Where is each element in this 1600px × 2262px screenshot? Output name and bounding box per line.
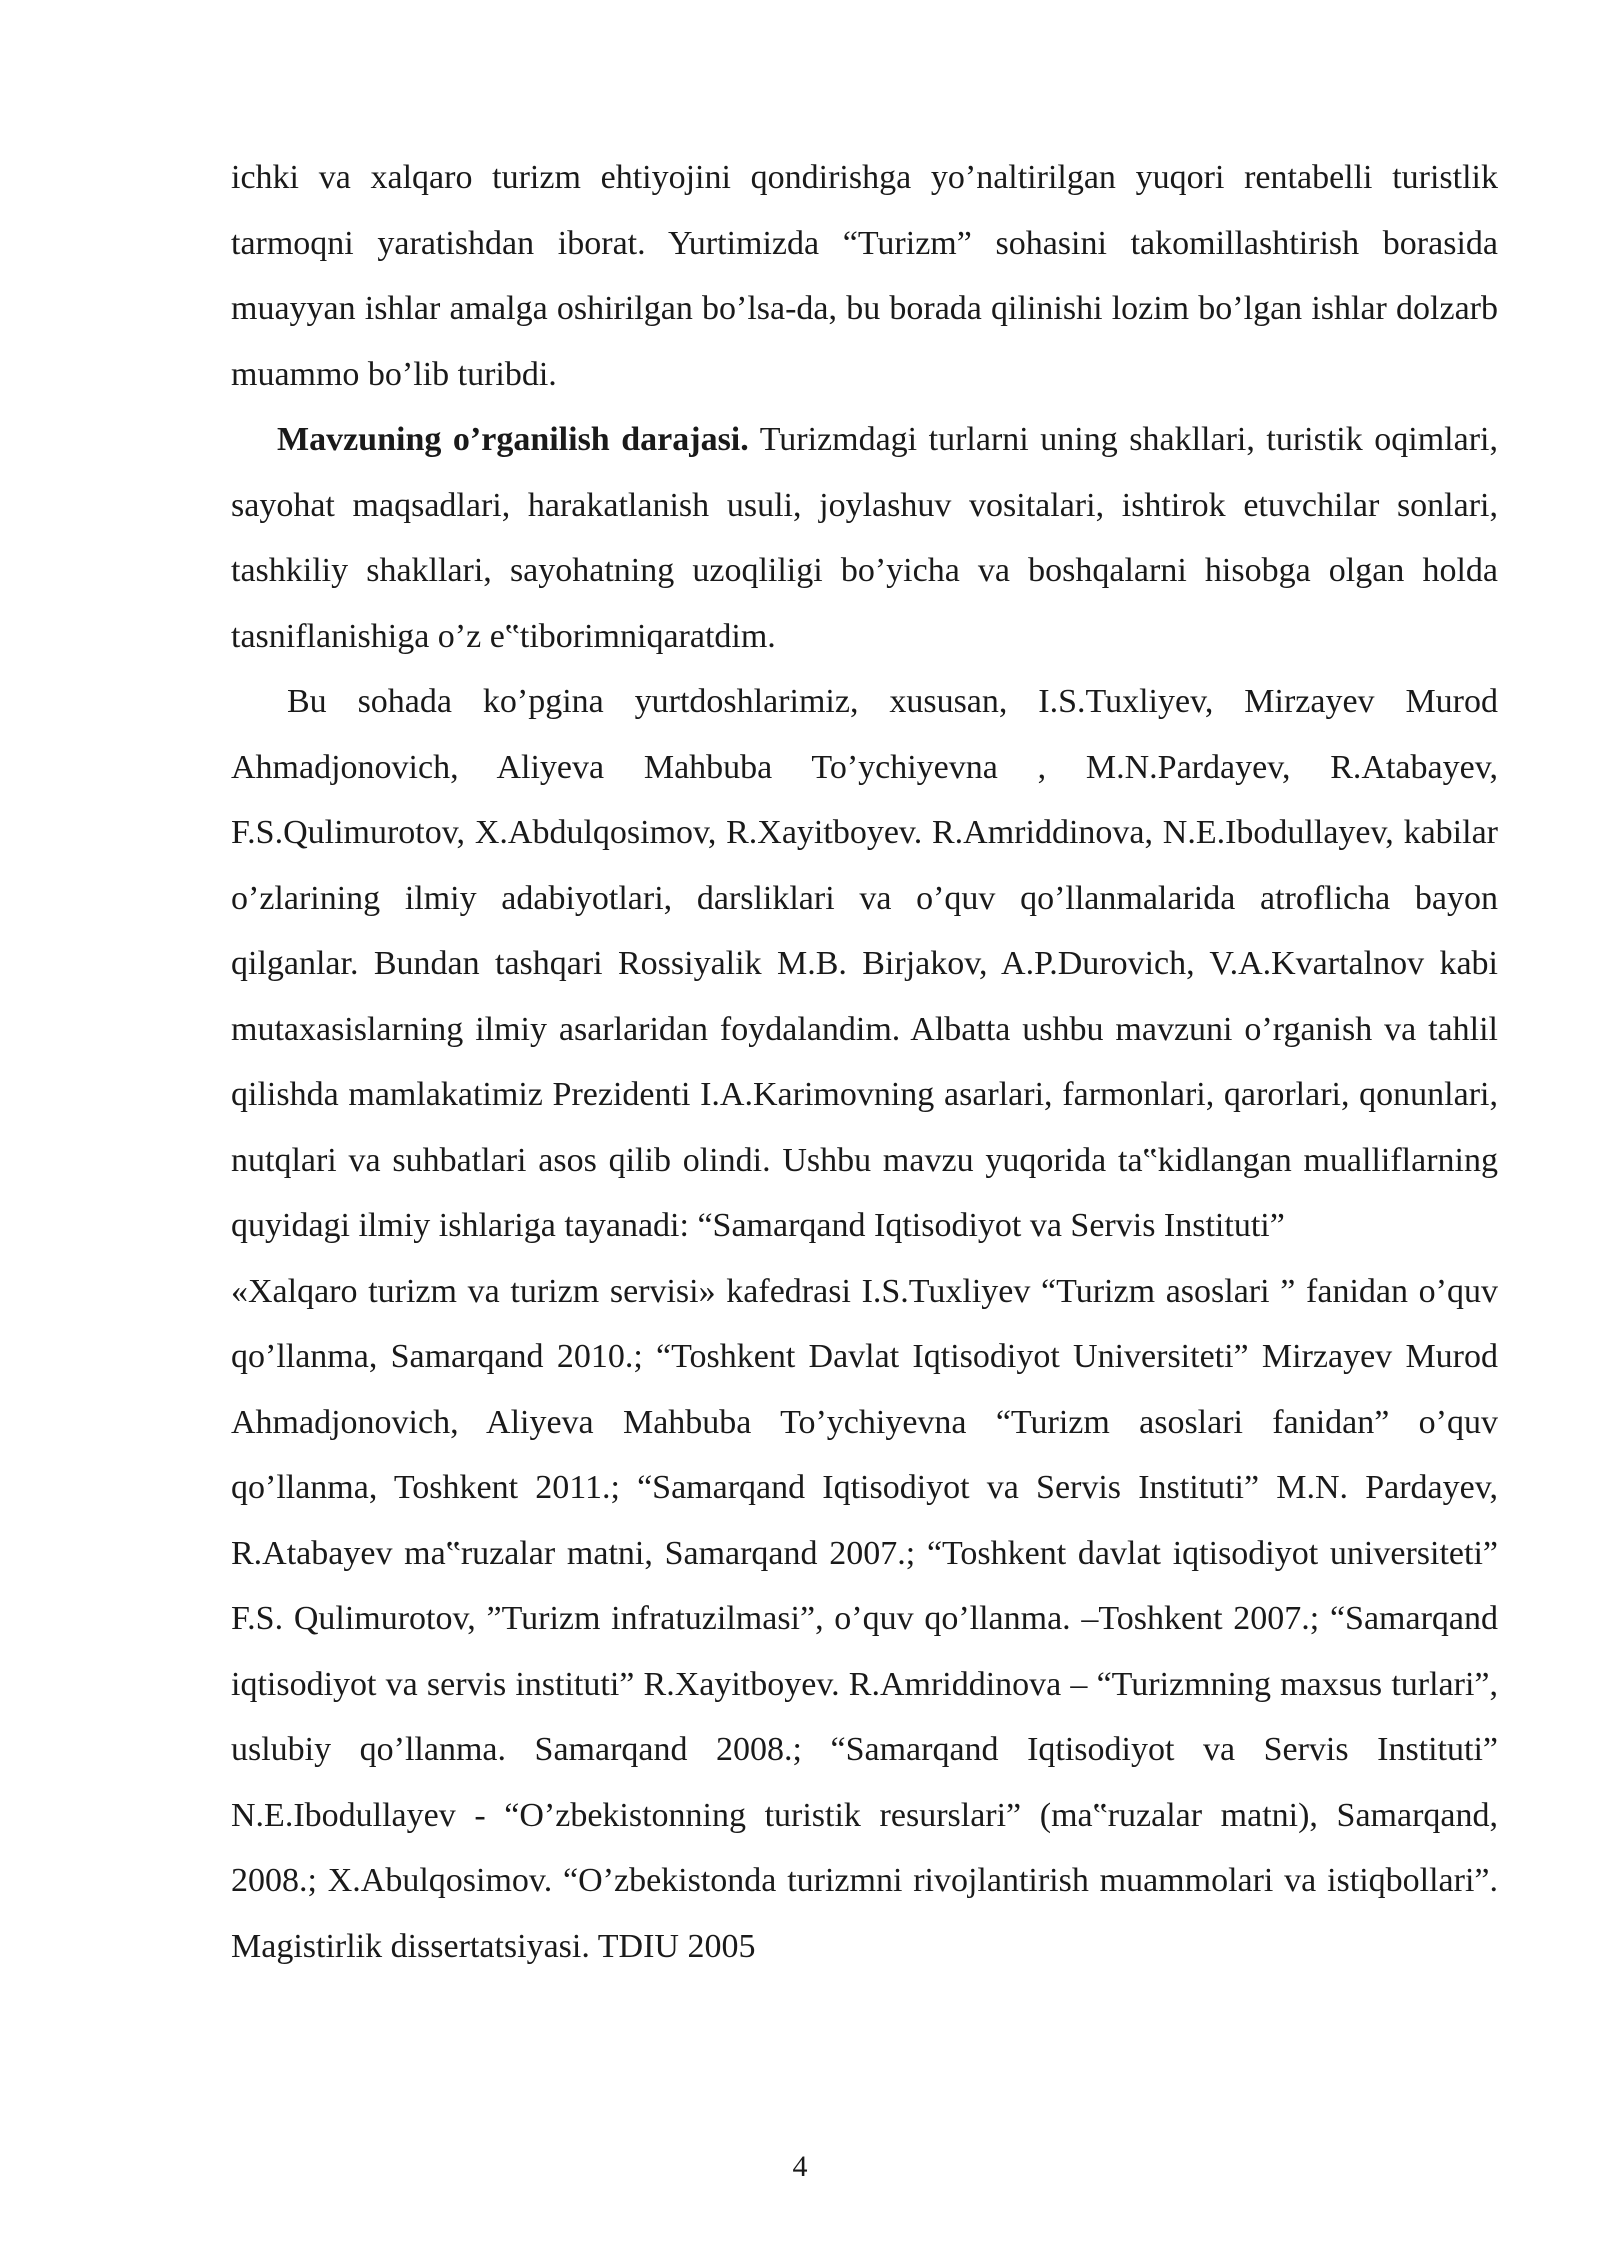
section-heading-body: Turizmdagi turlarni uning shakllari, turistik oqimlari, sayohat maqsadlari, harakatlanish usuli, joylashuv vositalari, ishtirok etuvchilar sonlari, tashkiliy shakllari, sayohatning uzoqliligi bo’yicha va boshqalarni hisobga olgan holda tasniflanishiga o’z e‟tiborimniqaratdim. [231,421,1498,655]
paragraph-authors: Bu sohada ko’pgina yurtdoshlarimiz, xususan, I.S.Tuxliyev, Mirzayev Murod Ahmadjonovich, Aliyeva Mahbuba To’ychiyevna , M.N.Pardayev, R.Atabayev, F.S.Qulimurotov, X.Abdulqosimov, R.Xayitboyev. R.Amriddinova, N.E.Ibodullayev, kabilar o’zlarining ilmiy adabiyotlari, darsliklari va o’quv qo’llanmalarida atroflicha bayon qilganlar. Bundan tashqari Rossiyalik M.B. Birjakov, A.P.Durovich, V.A.Kvartalnov kabi mutaxasislarning ilmiy asarlaridan foydalandim. Albatta ushbu mavzuni o’rganish va tahlil qilishda mamlakatimiz Prezidenti I.A.Karimovning asarlari, farmonlari, qarorlari, qonunlari, nutqlari va suhbatlari asos qilib olindi. Ushbu mavzu yuqorida ta‟kidlangan mualliflarning quyidagi ilmiy ishlariga tayanadi: “Samarqand Iqtisodiyot va Servis Instituti” [231,683,1498,1244]
paragraph-intro: ichki va xalqaro turizm ehtiyojini qondirishga yo’naltirilgan yuqori rentabelli turistlik tarmoqni yaratishdan iborat. Yurtimizda “Turizm” sohasini takomillashtirish borasida muayyan ishlar amalga oshirilgan bo’lsa-da, bu borada qilinishi lozim bo’lgan ishlar dolzarb muammo bo’lib turibdi. [231,159,1498,393]
document-page [231,145,1498,1979]
paragraph-study-level [231,407,1498,669]
paragraph-references: «Xalqaro turizm va turizm servisi» kafedrasi I.S.Tuxliyev “Turizm asoslari ” fanidan o’quv qo’llanma, Samarqand 2010.; “Toshkent Davlat Iqtisodiyot Universiteti” Mirzayev Murod Ahmadjonovich, Aliyeva Mahbuba To’ychiyevna “Turizm asoslari fanidan” o’quv qo’llanma, Toshkent 2011.; “Samarqand Iqtisodiyot va Servis Instituti” M.N. Pardayev, R.Atabayev ma‟ruzalar matni, Samarqand 2007.; “Toshkent davlat iqtisodiyot universiteti” F.S. Qulimurotov, ”Turizm infratuzilmasi”, o’quv qo’llanma. –Toshkent 2007.; “Samarqand iqtisodiyot va servis instituti” R.Xayitboyev. R.Amriddinova – “Turizmning maxsus turlari”, uslubiy qo’llanma. Samarqand 2008.; “Samarqand Iqtisodiyot va Servis Instituti” N.E.Ibodullayev - “O’zbekistonning turistik resurslari” (ma‟ruzalar matni), Samarqand, 2008.; X.Abulqosimov. “O’zbekistonda turizmni rivojlantirish muammolari va istiqbollari”. Magistirlik dissertatsiyasi. TDIU 2005 [231,1272,1498,1965]
section-heading: Mavzuning o’rganilish darajasi. [277,421,749,458]
page-number: 4 [792,2150,808,2183]
